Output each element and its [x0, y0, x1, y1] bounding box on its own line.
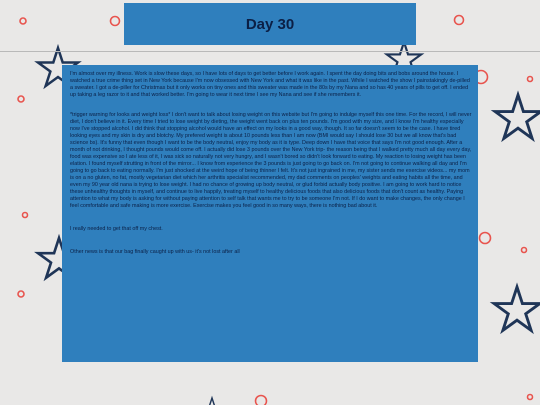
- circle-outline-icon: [256, 396, 267, 405]
- circle-outline-icon: [18, 291, 24, 297]
- star-outline-icon: [494, 287, 540, 330]
- entry-paragraph: I'm almost over my illness. Work is slow these days, so I have lots of days to get better before I work again. I spent the day doing bits and bobs around the house. I watched a true crime thing set in New York because I'm now obsessed with New York and what it was like in the past. While I watched the show I painstakingly de-pilled a sweater. I got a de-piller for Christmas but it only works on tiny ones and this sweater was made in the 80s by my Nana and so has 40 years of pills to get off. I ended up taking a leg razor to it and that worked better. I'm going to wear it next time I see my Nana and see if she remembers it.: [70, 71, 470, 99]
- circle-outline-icon: [522, 248, 527, 253]
- star-outline-icon: [495, 95, 540, 138]
- circle-outline-icon: [23, 213, 28, 218]
- star-outline-icon: [201, 398, 224, 405]
- page-title: Day 30: [245, 15, 295, 33]
- circle-outline-icon: [528, 77, 533, 82]
- title-banner: [124, 3, 416, 45]
- entry-paragraph: I really needed to get that off my chest.: [70, 226, 163, 233]
- circle-outline-icon: [20, 18, 26, 24]
- entry-paragraph: Other news is that our bag finally caught up with us- it's not lost after all: [70, 249, 240, 256]
- circle-outline-icon: [111, 17, 120, 26]
- circle-outline-icon: [528, 395, 533, 400]
- circle-outline-icon: [455, 16, 464, 25]
- journal-entry-panel: [62, 65, 478, 362]
- header-divider: [0, 51, 540, 52]
- entry-paragraph: *trigger warning for looks and weight loss* I don't want to talk about losing weight on this website but I'm going to indulge myself this one time. For the record, I will never diet, I don't believe in it. Every time I tried to lose weight by dieting, the weight went back on plus ten pounds. I'm good with my size, and I know I'm healthy especially now I've stopped alcohol. I did think that stopping alcohol would have an effect on my looks in a good way, though. It so far doesn't seem to be the case. I have tired looking eyes and my skin is dry and blotchy. My prefered weight is about 10 pounds less than I am now (BMI would say I should lose 30 but we all know that's bad science bs). It's funny that even though I want to be the body neutral, enjoy my body as it is type. Deep down I have that voice that says I'm not good enough. After a month of not drinking, I thought pounds would come off. I actually did lose 3 pounds over the New York trip- the reason being that I walked pretty much all day every day, food was expensive so I ate less of it, I was sick so naturally not very hungry, and I wasn't bored so didn't look forward to eating. My reaction to losing weight has been elation. I found myself strutting in front of the mirror... I know from experience the 3 pounds is just going to go back on. I'm not going to continue walking all day and I'm going to go back to eating normally. I'm just shocked at the weird hope of being thinner I felt. It's not just ingrained in me, my sister sends me exercise videos... my mom is on a no gluten, no fat, mostly vegetarian diet which her arthritis specialist recommended, my dad comments on peoples' weights and eating habits all the time, and even my 90 year old nana is trying to lose weight. I had no chance of growing up body neutral, or glud forbid actually body positive. I am going to work hard to notice these unhealthy thoughts in myself, and continue to live happily, treating myself to healthy delicious foods that also delicious foods that don't count as healthy. Paying attention to what my body is asking for without paying attention to self talk that wants me to try to be someone I'm not. If I do want to make changes, the only change I feel comfortable and safe making is more exercise. Exercise makes you feel good in so many ways, there is nothing bad about it.: [70, 112, 472, 210]
- circle-outline-icon: [480, 233, 491, 244]
- circle-outline-icon: [18, 96, 24, 102]
